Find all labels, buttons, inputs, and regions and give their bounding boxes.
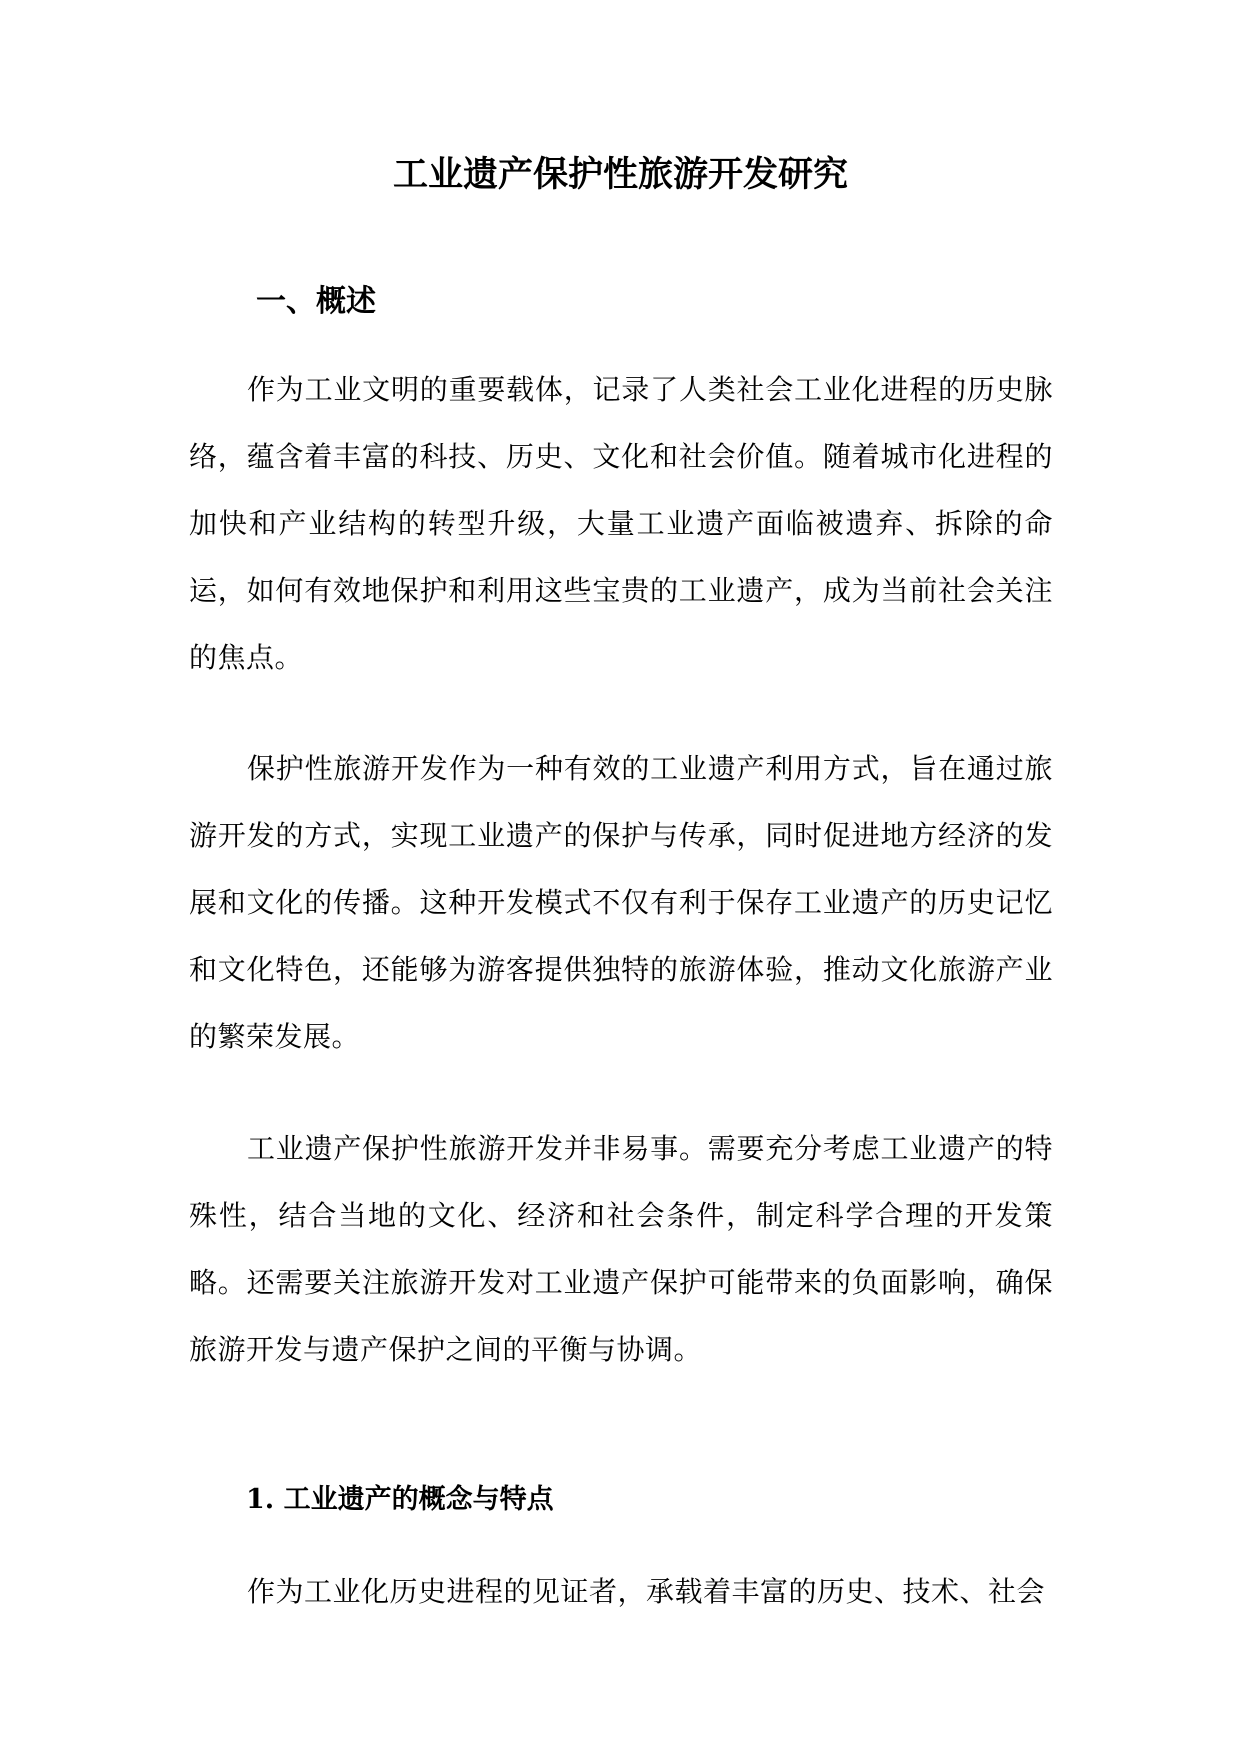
- paragraph: 作为工业文明的重要载体，记录了人类社会工业化进程的历史脉络，蕴含着丰富的科技、历史、文化和社会价值。随着城市化进程的加快和产业结构的转型升级，大量工业遗产面临被遗弃、拆除的命运，如何有效地保护和利用这些宝贵的工业遗产，成为当前社会关注的焦点。: [189, 373, 1053, 674]
- section-heading-overview: 一、概述: [256, 284, 376, 319]
- paragraph: 保护性旅游开发作为一种有效的工业遗产利用方式，旨在通过旅游开发的方式，实现工业遗产的保护与传承，同时促进地方经济的发展和文化的传播。这种开发模式不仅有利于保存工业遗产的历史记忆和文化特色，还能够为游客提供独特的旅游体验，推动文化旅游产业的繁荣发展。: [189, 752, 1053, 1053]
- document-title: 工业遗产保护性旅游开发研究: [392, 154, 848, 195]
- paragraph: 作为工业化历史进程的见证者，承载着丰富的历史、技术、社会: [247, 1575, 1046, 1608]
- subsection-heading-concept: 1. 工业遗产的概念与特点: [246, 1484, 554, 1515]
- paragraph: 工业遗产保护性旅游开发并非易事。需要充分考虑工业遗产的特殊性，结合当地的文化、经济和社会条件，制定科学合理的开发策略。还需要关注旅游开发对工业遗产保护可能带来的负面影响，确保旅游开发与遗产保护之间的平衡与协调。: [189, 1132, 1053, 1366]
